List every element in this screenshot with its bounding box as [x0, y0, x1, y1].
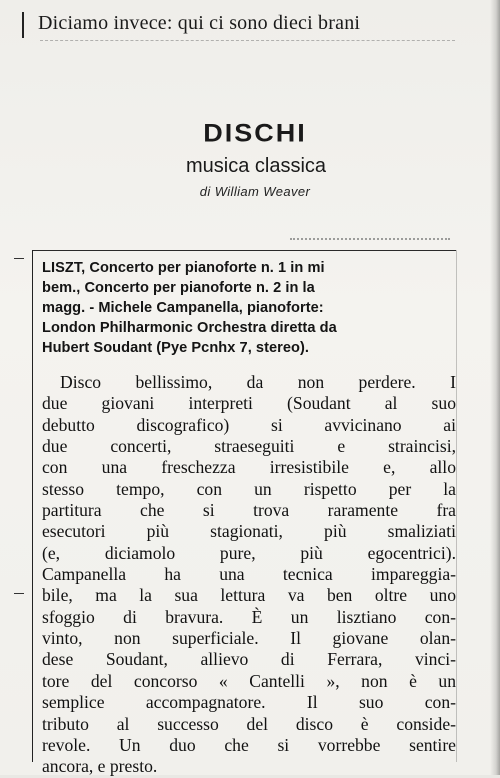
bleed-through-text: [290, 238, 450, 246]
record-details: [42, 258, 454, 358]
record-details-line: magg. - Michele Campanella, pianoforte:: [42, 300, 324, 316]
review-line: semplice accompagnatore. Il suo con-: [42, 692, 456, 713]
review-line: esecutori più stagionati, più smaliziati: [42, 521, 456, 542]
review-line: due concerti, straeseguiti e straincisi,: [42, 436, 456, 457]
column-marker: [22, 12, 24, 38]
left-column-rule: [32, 250, 33, 762]
record-details-line: London Philharmonic Orchestra diretta da: [42, 320, 337, 336]
paper-edge-shadow: [490, 0, 500, 775]
review-line: tributo al successo del disco è conside-: [42, 713, 456, 734]
record-details-line: LISZT, Concerto per pianoforte n. 1 in mi: [42, 260, 325, 276]
review-body: [42, 372, 456, 778]
review-line: tore del concorso « Cantelli », non è un: [42, 670, 456, 691]
margin-tick: [14, 593, 24, 594]
review-line: Campanella ha una tecnica impareggia-: [42, 564, 456, 585]
record-details-line: Hubert Soudant (Pye Pcnhx 7, stereo).: [42, 340, 310, 356]
review-line: sfoggio di bravura. È un lisztiano con-: [42, 606, 456, 627]
review-line: partitura che si trova raramente fra: [42, 500, 456, 521]
top-separator: [40, 40, 455, 42]
section-separator: [33, 250, 456, 251]
review-line: (e, diciamolo pure, più egocentrici).: [42, 542, 456, 563]
review-line: dese Soudant, allievo di Ferrara, vinci-: [42, 649, 456, 670]
right-column-rule: [456, 250, 457, 762]
review-line: debutto discografico) si avvicinano ai: [42, 414, 456, 435]
review-line: bile, ma la sua lettura va ben oltre uno: [42, 585, 456, 606]
section-subtitle: musica classica: [185, 155, 327, 177]
previous-article-fragment: Diciamo invece: qui ci sono dieci brani: [38, 12, 361, 34]
review-line: Disco bellissimo, da non perdere. I: [60, 372, 456, 392]
record-details-line: bem., Concerto per pianoforte n. 2 in la: [42, 280, 315, 296]
review-line: ancora, e presto.: [42, 756, 158, 777]
author-byline: di William Weaver: [199, 184, 311, 199]
review-line: con una freschezza irresistibile e, allo: [42, 457, 456, 478]
review-line: due giovani interpreti (Soudant al suo: [42, 393, 456, 414]
section-header: [30, 118, 450, 199]
review-line: revole. Un duo che si vorrebbe sentire: [42, 734, 456, 755]
review-line: stesso tempo, con un rispetto per la: [42, 478, 456, 499]
review-line: vinto, non superficiale. Il giovane olan-: [42, 628, 456, 649]
section-title: DISCHI: [203, 119, 307, 147]
margin-tick: [14, 258, 24, 259]
